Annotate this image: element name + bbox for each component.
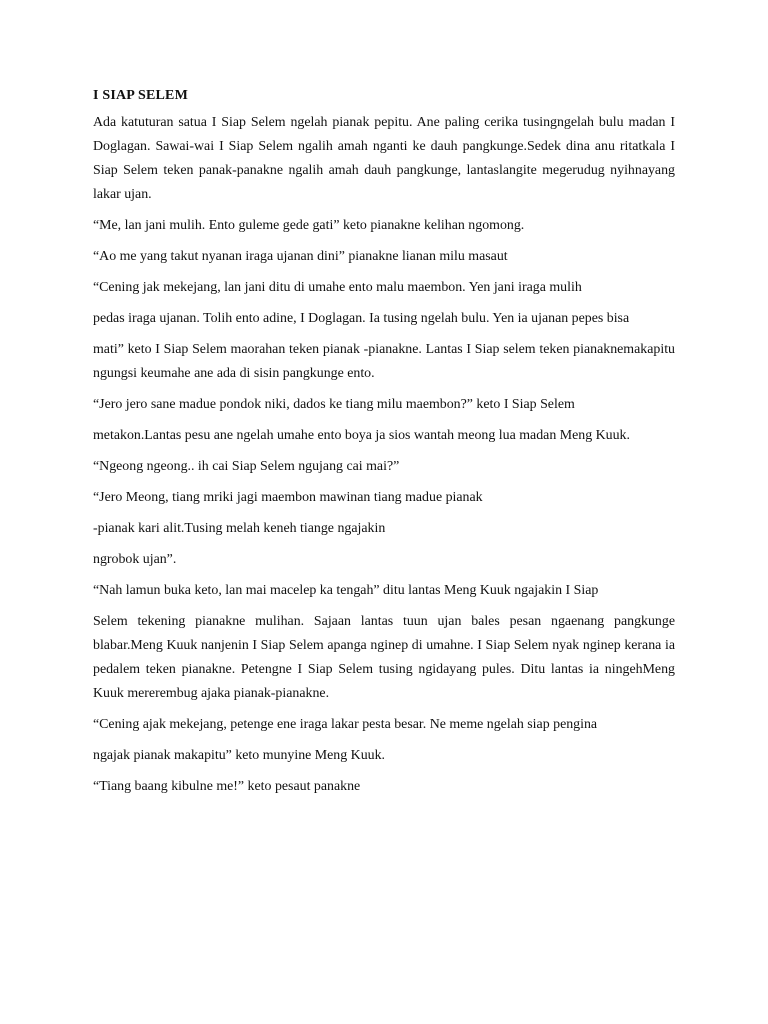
paragraph: pedas iraga ujanan. Tolih ento adine, I Doglagan. Ia tusing ngelah bulu. Yen ia ujanan pepes bisa xyxy=(93,311,630,326)
paragraph: metakon.Lantas pesu ane ngelah umahe ento boya ja sios wantah meong lua madan Meng Kuuk. xyxy=(93,428,630,443)
paragraph: “Me, lan jani mulih. Ento guleme gede gati” keto pianakne kelihan ngomong. xyxy=(93,218,525,233)
paragraph: “Jero jero sane madue pondok niki, dados ke tiang milu maembon?” keto I Siap Selem xyxy=(93,397,575,412)
paragraph: ngajak pianak makapitu” keto munyine Meng Kuuk. xyxy=(93,748,386,763)
paragraph: Ada katuturan satua I Siap Selem ngelah pianak pepitu. Ane paling cerika tusingngelah bulu madan I Doglagan. Sawai-wai I Siap Selem ngalih amah nganti ke dauh pangkunge.Sedek dina anu ritatkala I Siap Selem teken panak-panakne ngalih amah dauh pangkunge, lantaslangite megerudug nyihnayang lakar ujan. xyxy=(93,115,675,202)
paragraph: “Ao me yang takut nyanan iraga ujanan dini” pianakne lianan milu masaut xyxy=(93,249,508,264)
paragraph: -pianak kari alit.Tusing melah keneh tiange ngajakin xyxy=(93,521,386,536)
paragraph: “Cening jak mekejang, lan jani ditu di umahe ento malu maembon. Yen jani iraga mulih xyxy=(93,280,582,295)
document-page xyxy=(93,87,675,806)
paragraph: ngrobok ujan”. xyxy=(93,552,177,567)
paragraph: “Tiang baang kibulne me!” keto pesaut panakne xyxy=(93,779,361,794)
paragraph: “Ngeong ngeong.. ih cai Siap Selem ngujang cai mai?” xyxy=(93,459,400,474)
paragraph: Selem tekening pianakne mulihan. Sajaan lantas tuun ujan bales pesan ngaenang pangkunge blabar.Meng Kuuk nanjenin I Siap Selem apanga nginep di umahne. I Siap Selem nyak nginep kerana ia pedalem teken pianakne. Petengne I Siap Selem tusing ngidayang pules. Ditu lantas ia ningehMeng Kuuk mererembug ajaka pianak-pianakne. xyxy=(93,614,675,701)
document-title: I SIAP SELEM xyxy=(93,88,188,103)
paragraph: “Jero Meong, tiang mriki jagi maembon mawinan tiang madue pianak xyxy=(93,490,483,505)
paragraph: “Nah lamun buka keto, lan mai macelep ka tengah” ditu lantas Meng Kuuk ngajakin I Siap xyxy=(93,583,599,598)
paragraph: mati” keto I Siap Selem maorahan teken pianak -pianakne. Lantas I Siap selem teken pianaknemakapitu ngungsi keumahe ane ada di sisin pangkunge ento. xyxy=(93,342,675,381)
paragraph: “Cening ajak mekejang, petenge ene iraga lakar pesta besar. Ne meme ngelah siap pengina xyxy=(93,717,598,732)
